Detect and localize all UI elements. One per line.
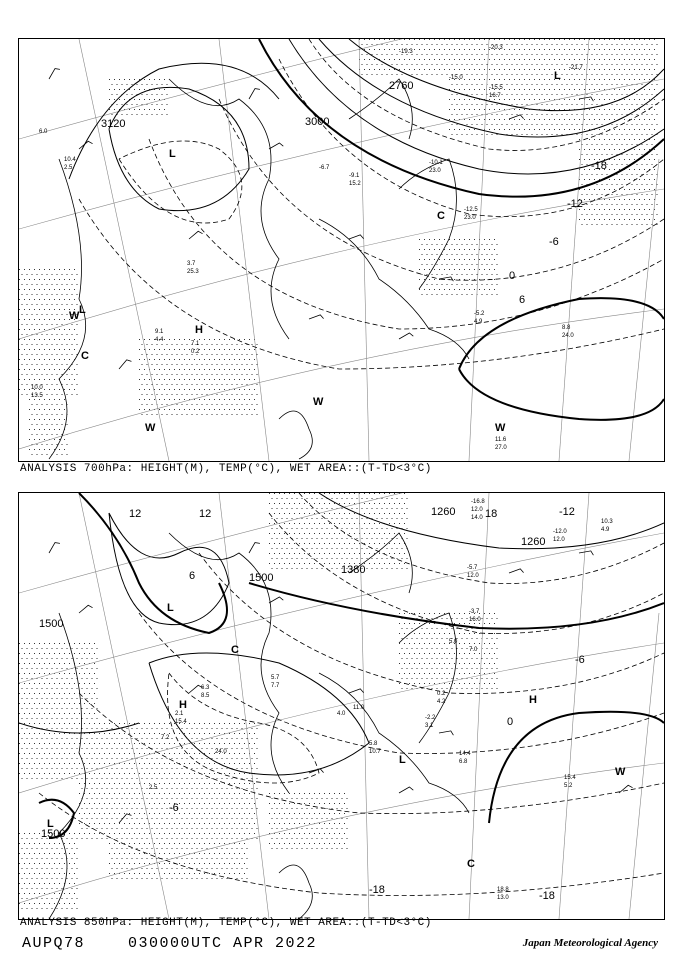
cold-center-marker: C <box>437 210 445 222</box>
panel-caption-700hpa: ANALYSIS 700hPa: HEIGHT(M), TEMP(°C), WET AREA::(T-TD<3°C) <box>20 463 432 475</box>
station-value: 11.0 <box>353 705 365 711</box>
wind-barbs <box>49 69 593 369</box>
warm-center-marker: W <box>615 766 626 778</box>
station-value: 6.0 <box>39 129 48 135</box>
wind-barbs <box>49 543 633 823</box>
height-contours <box>19 493 664 775</box>
coastlines <box>49 533 469 919</box>
station-value: -12.0 <box>553 529 567 535</box>
temp-label: -6 <box>169 802 179 814</box>
low-center-marker: L <box>79 304 86 316</box>
product-id: AUPQ78 <box>22 935 86 952</box>
station-value: 18.8 <box>497 887 509 893</box>
map-700hpa-svg <box>19 39 664 461</box>
station-value: 4.9 <box>601 527 610 533</box>
station-value: 13.5 <box>31 393 43 399</box>
height-label: 3120 <box>101 118 126 130</box>
station-value: 24.0 <box>215 749 227 755</box>
station-value: -12.5 <box>464 207 478 213</box>
valid-time: 030000UTC APR 2022 <box>128 935 318 952</box>
station-value: 12.0 <box>467 573 479 579</box>
station-value: 23.0 <box>429 168 441 174</box>
height-label: 1500 <box>249 572 274 584</box>
station-value: 25.3 <box>187 269 199 275</box>
station-value: 16.0 <box>469 617 481 623</box>
station-value: 2.5 <box>64 165 73 171</box>
station-value: -20.3 <box>489 45 503 51</box>
temp-label: 6 <box>189 570 196 582</box>
station-value: 2.5 <box>149 785 158 791</box>
station-value: -3.7 <box>469 609 480 615</box>
station-value: 27.0 <box>495 445 507 451</box>
station-value: 4.4 <box>155 337 164 343</box>
warm-center-marker: W <box>145 422 156 434</box>
temp-label: 0 <box>509 270 516 282</box>
station-value: 15.4 <box>175 719 187 725</box>
station-value: 7.1 <box>191 341 200 347</box>
map-850hpa-svg <box>19 493 664 919</box>
station-value: 8.8 <box>562 325 571 331</box>
station-value: 7.0 <box>469 647 478 653</box>
station-value: 6.3 <box>201 685 210 691</box>
station-value: 12.0 <box>553 537 565 543</box>
map-panel-850hpa <box>18 492 665 920</box>
cold-center-marker: C <box>81 350 89 362</box>
station-value: 2.1 <box>175 711 184 717</box>
station-value: 24.0 <box>562 333 574 339</box>
station-value: 12.0 <box>471 507 483 513</box>
height-label: 1500 <box>41 828 66 840</box>
station-value: 16.7 <box>489 93 501 99</box>
low-center-marker: L <box>554 70 561 82</box>
agency-credit: Japan Meteorological Agency <box>522 937 658 949</box>
station-value: 7.2 <box>161 735 170 741</box>
station-value: -5.2 <box>474 311 485 317</box>
station-value: -10.1 <box>429 160 443 166</box>
station-value: -15.5 <box>489 85 503 91</box>
cold-center-marker: C <box>467 858 475 870</box>
temp-label: -12 <box>559 506 575 518</box>
high-center-marker: H <box>529 694 537 706</box>
temp-label: -12 <box>567 198 583 210</box>
station-value: 23.0 <box>464 215 476 221</box>
temp-label: -18 <box>539 890 555 902</box>
station-value: 7.7 <box>271 683 280 689</box>
station-value: 0.2 <box>437 691 446 697</box>
station-value: -6.7 <box>319 165 330 171</box>
temp-label: -6 <box>549 236 559 248</box>
warm-center-marker: W <box>495 422 506 434</box>
temp-label: 0 <box>507 716 514 728</box>
temp-label: -6 <box>575 654 585 666</box>
high-center-marker: H <box>195 324 203 336</box>
station-value: -16.8 <box>471 499 485 505</box>
low-center-marker: L <box>399 754 406 766</box>
warm-center-marker: W <box>313 396 324 408</box>
station-value: -15.0 <box>449 75 463 81</box>
station-value: -21.7 <box>569 65 583 71</box>
station-value: 15.4 <box>564 775 576 781</box>
station-value: 4.2 <box>437 699 446 705</box>
station-value: 4.0 <box>337 711 346 717</box>
height-label: 1260 <box>431 506 456 518</box>
station-value: -2.2 <box>425 715 436 721</box>
station-value: 10.7 <box>369 749 381 755</box>
isotherms <box>39 493 664 896</box>
station-value: 11.6 <box>495 437 507 443</box>
station-value: 10.4 <box>64 157 76 163</box>
station-value: 5.8 <box>369 741 378 747</box>
temp-label: 18 <box>485 508 498 520</box>
station-value: 5.7 <box>271 675 280 681</box>
station-value: 5.0 <box>449 639 458 645</box>
height-label: 1260 <box>521 536 546 548</box>
height-label: 1500 <box>39 618 64 630</box>
station-value: -19.3 <box>399 49 413 55</box>
station-value: 6.8 <box>459 759 468 765</box>
temp-label: 6 <box>519 294 526 306</box>
temp-label: -18 <box>591 160 607 172</box>
height-contours-bold <box>259 39 664 420</box>
station-value: -5.7 <box>467 565 478 571</box>
station-value: 15.2 <box>349 181 361 187</box>
wet-area-stipple <box>19 493 498 909</box>
low-center-marker: L <box>169 148 176 160</box>
temp-label: 12 <box>129 508 142 520</box>
station-value: 5.2 <box>564 783 573 789</box>
height-label: 1380 <box>341 564 366 576</box>
low-center-marker: L <box>47 818 54 830</box>
station-value: 9.1 <box>155 329 164 335</box>
station-value: 4.9 <box>474 319 483 325</box>
height-label: 2760 <box>389 80 414 92</box>
station-value: 8.5 <box>201 693 210 699</box>
station-value: -9.1 <box>349 173 360 179</box>
station-value: 14.0 <box>471 515 483 521</box>
height-label: 3000 <box>305 116 330 128</box>
low-center-marker: L <box>167 602 174 614</box>
temp-label: 12 <box>199 508 212 520</box>
panel-caption-850hpa: ANALYSIS 850hPa: HEIGHT(M), TEMP(°C), WET AREA::(T-TD<3°C) <box>20 917 432 929</box>
station-value: 10.3 <box>601 519 613 525</box>
station-value: 13.0 <box>497 895 509 901</box>
cold-center-marker: C <box>231 644 239 656</box>
station-value: 3.1 <box>425 723 434 729</box>
station-value: 3.7 <box>187 261 196 267</box>
warm-center-marker: W <box>69 310 80 322</box>
temp-label: -18 <box>369 884 385 896</box>
map-panel-700hpa <box>18 38 665 462</box>
high-center-marker: H <box>179 699 187 711</box>
station-value: 10.0 <box>31 385 43 391</box>
station-value: 14.4 <box>459 751 471 757</box>
station-value: 0.2 <box>191 349 200 355</box>
